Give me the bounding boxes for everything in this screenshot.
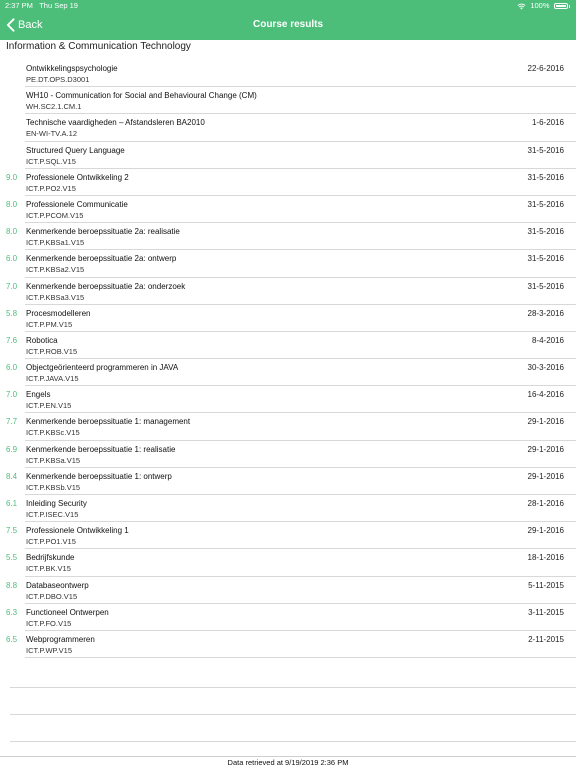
course-code: ICT.P.ISEC.V15 (26, 510, 79, 519)
back-label: Back (18, 19, 43, 31)
course-grade: 8.0 (6, 199, 18, 209)
battery-tip (569, 5, 571, 8)
course-row[interactable] (6, 250, 576, 277)
course-row[interactable] (6, 549, 576, 576)
course-grade: 6.9 (6, 444, 18, 454)
course-grade: 5.5 (6, 553, 18, 563)
footer (0, 756, 576, 768)
course-grade: 7.0 (6, 281, 18, 291)
course-name: Kenmerkende beroepssituatie 2a: realisatie (26, 227, 180, 237)
course-row[interactable] (6, 522, 576, 549)
course-grade: 6.0 (6, 363, 18, 373)
course-row[interactable] (6, 441, 576, 468)
course-grade: 6.5 (6, 634, 18, 644)
course-row[interactable] (25, 60, 576, 87)
wifi-icon (517, 3, 526, 10)
course-grade: 6.0 (6, 254, 18, 264)
course-grade: 7.5 (6, 526, 18, 536)
course-date: 28-1-2016 (527, 499, 564, 508)
course-row[interactable] (6, 169, 576, 196)
course-name: Procesmodelleren (26, 308, 91, 318)
course-name: Professionele Ontwikkeling 2 (26, 172, 129, 182)
course-row[interactable] (6, 495, 576, 522)
course-row[interactable] (6, 413, 576, 440)
course-code: PE.DT.OPS.D3001 (26, 75, 90, 84)
status-clock: 2:37 PM (5, 1, 33, 10)
course-date: 30-3-2016 (527, 363, 564, 373)
section-header: Information & Communication Technology (6, 41, 191, 52)
course-date: 29-1-2016 (527, 444, 564, 454)
footer-text: Data retrieved at 9/19/2019 2:36 PM (227, 758, 349, 767)
course-code: ICT.P.KBSa1.V15 (26, 238, 85, 248)
course-name: Professionele Ontwikkeling 1 (26, 526, 129, 536)
course-code: ICT.P.KBSa3.V15 (26, 292, 85, 302)
empty-row (10, 688, 576, 715)
status-time (5, 0, 78, 12)
course-row[interactable] (6, 305, 576, 332)
battery-icon (554, 3, 568, 9)
course-row[interactable] (25, 87, 576, 114)
course-date: 31-5-2016 (527, 199, 564, 209)
course-code: ICT.P.JAVA.V15 (26, 374, 79, 384)
course-date: 22-6-2016 (527, 64, 564, 73)
course-row[interactable] (6, 278, 576, 305)
course-grade: 6.3 (6, 607, 18, 617)
status-bar (0, 0, 576, 12)
course-code: ICT.P.KBSa.V15 (26, 455, 81, 465)
navigation-bar (0, 12, 576, 40)
course-name: Kenmerkende beroepssituatie 1: management (26, 417, 191, 427)
course-name: Robotica (26, 335, 58, 345)
course-code: ICT.P.EN.V15 (26, 401, 72, 411)
course-name: Engels (26, 390, 51, 400)
course-code: ICT.P.DBO.V15 (26, 591, 78, 601)
course-name: Bedrijfskunde (26, 553, 75, 563)
course-date: 3-11-2015 (528, 607, 564, 617)
course-code: ICT.P.KBSb.V15 (26, 482, 81, 492)
course-code: ICT.P.FO.V15 (26, 618, 72, 628)
course-date: 29-1-2016 (527, 471, 564, 481)
course-code: ICT.P.KBSa2.V15 (26, 265, 85, 275)
empty-row (10, 661, 576, 688)
course-date: 31-5-2016 (527, 254, 564, 264)
course-row[interactable] (6, 332, 576, 359)
course-name: Professionele Communicatie (26, 199, 128, 209)
course-date: 5-11-2015 (528, 580, 564, 590)
course-date: 31-5-2016 (527, 227, 564, 237)
course-code: ICT.P.PM.V15 (26, 319, 73, 329)
course-code: ICT.P.SQL.V15 (26, 156, 76, 166)
course-row[interactable] (6, 604, 576, 631)
course-name: Inleiding Security (26, 499, 87, 508)
course-date: 31-5-2016 (527, 145, 564, 155)
course-name: Structured Query Language (26, 145, 125, 155)
course-list (0, 60, 576, 658)
course-grade: 5.8 (6, 308, 18, 318)
course-code: ICT.P.WP.V15 (26, 645, 72, 655)
course-code: ICT.P.PCOM.V15 (26, 210, 84, 220)
course-row[interactable] (6, 577, 576, 604)
course-code: ICT.P.KBSc.V15 (26, 428, 80, 438)
course-date: 31-5-2016 (527, 281, 564, 291)
course-name: Technische vaardigheden – Afstandsleren BA2010 (26, 118, 205, 128)
course-grade: 7.0 (6, 390, 18, 400)
course-date: 16-4-2016 (527, 390, 564, 400)
empty-rows (10, 661, 576, 742)
course-name: Kenmerkende beroepssituatie 1: realisatie (26, 444, 176, 454)
course-name: WH10 - Communication for Social and Behavioural Change (CM) (26, 91, 257, 101)
status-right (517, 0, 570, 12)
course-grade: 8.4 (6, 471, 18, 481)
course-grade: 9.0 (6, 172, 18, 182)
course-name: Objectgeörienteerd programmeren in JAVA (26, 363, 179, 373)
course-name: Kenmerkende beroepssituatie 1: ontwerp (26, 471, 172, 481)
course-grade: 8.8 (6, 580, 18, 590)
course-date: 1-6-2016 (531, 118, 564, 128)
page-title: Course results (252, 19, 324, 30)
course-row[interactable] (6, 631, 576, 658)
course-code: WH.SC2.1.CM.1 (26, 102, 82, 112)
course-date: 28-3-2016 (527, 308, 564, 318)
battery-percent: 100% (530, 1, 550, 10)
course-row[interactable] (25, 142, 576, 169)
course-date: 29-1-2016 (527, 417, 564, 427)
course-row[interactable] (6, 468, 576, 495)
course-date: 2-11-2015 (528, 634, 564, 644)
course-name: Ontwikkelingspsychologie (26, 64, 118, 73)
course-grade: 6.1 (6, 499, 18, 508)
course-date: 31-5-2016 (527, 172, 564, 182)
course-date: 29-1-2016 (527, 526, 564, 536)
course-code: ICT.P.BK.V15 (26, 564, 71, 574)
empty-row (10, 715, 576, 742)
course-code: ICT.P.PO2.V15 (26, 183, 76, 193)
top-bar (0, 0, 576, 40)
course-grade: 7.7 (6, 417, 18, 427)
course-row[interactable] (25, 114, 576, 141)
course-row[interactable] (6, 196, 576, 223)
course-name: Functioneel Ontwerpen (26, 607, 109, 617)
course-date: 8-4-2016 (531, 335, 564, 345)
course-row[interactable] (6, 386, 576, 413)
course-code: ICT.P.ROB.V15 (26, 346, 78, 356)
course-name: Kenmerkende beroepssituatie 2a: onderzoek (26, 281, 186, 291)
course-row[interactable] (6, 223, 576, 250)
course-code: EN-WI-TV.A.12 (26, 129, 77, 139)
course-grade: 7.6 (6, 335, 18, 345)
course-name: Databaseontwerp (26, 580, 89, 590)
course-grade: 8.0 (6, 227, 18, 237)
course-name: Webprogrammeren (26, 634, 95, 644)
status-date: Thu Sep 19 (39, 1, 78, 10)
course-row[interactable] (6, 359, 576, 386)
course-date: 18-1-2016 (527, 553, 564, 563)
course-code: ICT.P.PO1.V15 (26, 537, 76, 547)
course-name: Kenmerkende beroepssituatie 2a: ontwerp (26, 254, 177, 264)
